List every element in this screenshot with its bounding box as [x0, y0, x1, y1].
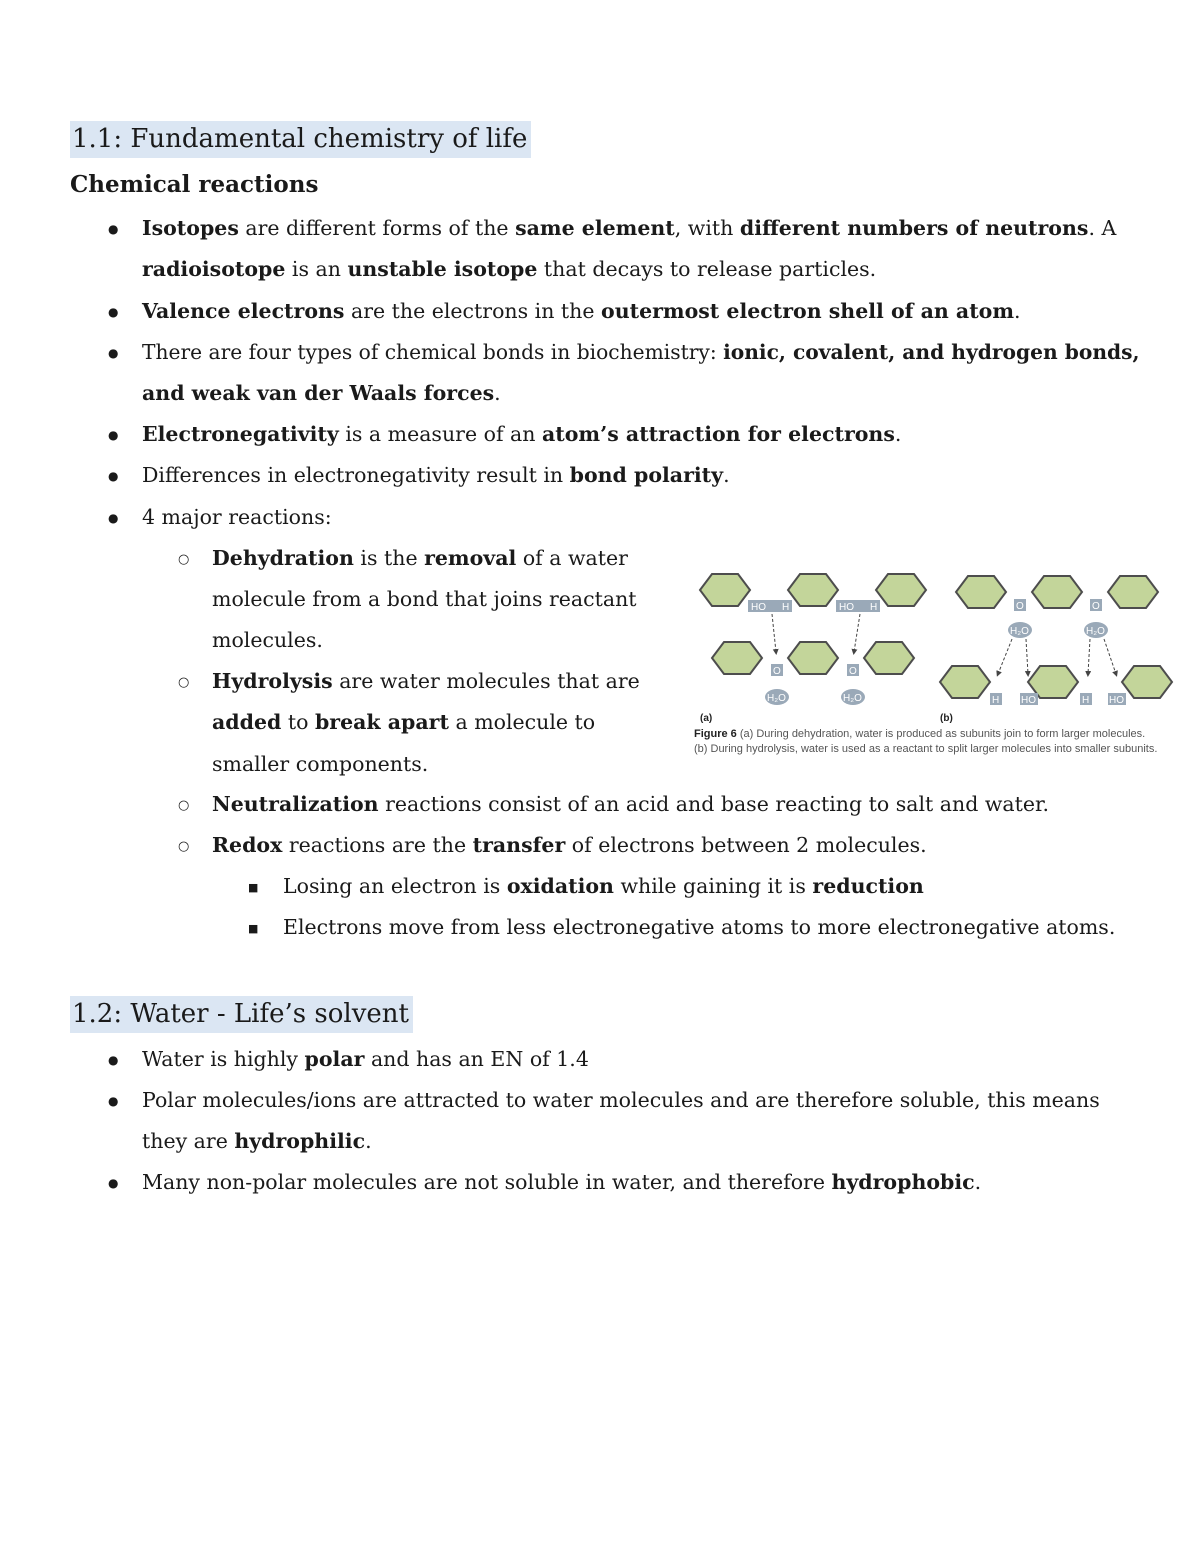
h-label: H: [782, 602, 790, 613]
h-label: H: [992, 695, 1000, 706]
h2o-label: H₂O: [843, 693, 862, 704]
caption-line-1: (a) During dehydration, water is produced as subunits join to form larger molecules.: [736, 728, 1146, 740]
hexagon: [940, 666, 990, 698]
sub-bullet-dehydration-cont: molecule from a bond that joins reactant: [212, 587, 637, 611]
arrow: [772, 614, 776, 652]
bullet-square: [248, 872, 258, 903]
hexagon: [956, 576, 1006, 608]
sub-bullet-hydrolysis-cont: added to break apart a molecule to: [212, 710, 596, 734]
ho-label: HO: [1021, 695, 1036, 706]
caption-line-2: (b) During hydrolysis, water is used as a reactant to split larger molecules into smaller subunits.: [694, 743, 1158, 755]
hexagon: [712, 642, 762, 674]
bullet-disc: [108, 503, 118, 533]
o-label: O: [1016, 601, 1024, 612]
h-label: H: [870, 602, 878, 613]
arrow: [1026, 639, 1028, 674]
bullet-valence: Valence electrons are the electrons in the outermost electron shell of an atom.: [142, 299, 1021, 323]
sub-bullet-hydrolysis: Hydrolysis are water molecules that are: [212, 669, 640, 693]
sub-bullet-hydrolysis-cont: smaller components.: [212, 752, 429, 776]
bullet-isotopes: Isotopes are different forms of the same element, with different numbers of neutrons. A: [142, 216, 1117, 240]
bullet-disc: [108, 1045, 118, 1075]
sub-bullet-dehydration-cont: molecules.: [212, 628, 323, 652]
hexagon: [788, 642, 838, 674]
h2o-label: H₂O: [767, 693, 786, 704]
hexagon-group-b-bottom: [940, 666, 1172, 698]
h2o-label: H₂O: [1086, 626, 1105, 637]
bullet-bond-types: There are four types of chemical bonds in biochemistry: ionic, covalent, and hydrogen bonds,: [142, 340, 1140, 364]
ho-label: HO: [1109, 695, 1124, 706]
hexagon: [1108, 576, 1158, 608]
o-label: O: [1092, 601, 1100, 612]
bullet-circle: [178, 790, 189, 821]
arrow: [1088, 639, 1090, 674]
bullet-non-polar: Many non-polar molecules are not soluble in water, and therefore hydrophobic.: [142, 1170, 982, 1194]
hexagon-group-a-top: [700, 574, 926, 606]
sub-bullet-dehydration: Dehydration is the removal of a water: [212, 546, 628, 570]
caption-figure-label: Figure 6: [694, 728, 737, 740]
subheading-chemical-reactions: Chemical reactions: [70, 171, 319, 198]
dehydration-hydrolysis-figure: [694, 566, 1180, 762]
bullet-square: [248, 913, 258, 944]
hexagon-group-a-bottom: [712, 642, 914, 674]
bullet-disc: [108, 214, 118, 244]
bullet-water-polar: Water is highly polar and has an EN of 1.4: [142, 1047, 589, 1071]
hexagon: [1032, 576, 1082, 608]
bullet-disc: [108, 1086, 118, 1116]
sub-sub-bullet-oxidation: Losing an electron is oxidation while gaining it is reduction: [283, 874, 924, 898]
section-heading-1: 1.1: Fundamental chemistry of life: [70, 121, 531, 158]
hexagon: [788, 574, 838, 606]
bullet-polar-molecules: Polar molecules/ions are attracted to water molecules and are therefore soluble, this means: [142, 1088, 1100, 1112]
bullet-bond-polarity: Differences in electronegativity result in bond polarity.: [142, 463, 730, 487]
hexagon-group-b-top: [956, 576, 1158, 608]
section-heading-2: 1.2: Water - Life’s solvent: [70, 996, 413, 1033]
hexagon: [1122, 666, 1172, 698]
bullet-circle: [178, 831, 189, 862]
arrow: [1104, 639, 1116, 674]
figure-label-b: (b): [940, 713, 953, 724]
bullet-disc: [108, 420, 118, 450]
bullet-disc: [108, 461, 118, 491]
hexagon: [864, 642, 914, 674]
o-label: O: [773, 666, 781, 677]
bullet-major-reactions: 4 major reactions:: [142, 505, 332, 529]
svg-text:Figure 6 (a) During dehydratio: [694, 728, 1145, 740]
figure-diagram: [694, 566, 1180, 762]
bullet-polar-molecules-cont: they are hydrophilic.: [142, 1129, 372, 1153]
sub-bullet-neutralization: Neutralization reactions consist of an acid and base reacting to salt and water.: [212, 792, 1050, 816]
bullet-disc: [108, 1168, 118, 1198]
hexagon: [876, 574, 926, 606]
ho-label: HO: [839, 602, 854, 613]
sub-bullet-redox: Redox reactions are the transfer of electrons between 2 molecules.: [212, 833, 927, 857]
hexagon: [700, 574, 750, 606]
o-label: O: [849, 666, 857, 677]
ho-label: HO: [751, 602, 766, 613]
figure-label-a: (a): [700, 713, 713, 724]
arrow: [854, 614, 860, 652]
bullet-disc: [108, 338, 118, 368]
bullet-disc: [108, 297, 118, 327]
bullet-circle: [178, 667, 189, 698]
bullet-isotopes-cont: radioisotope is an unstable isotope that decays to release particles.: [142, 257, 877, 281]
bullet-bond-types-cont: and weak van der Waals forces.: [142, 381, 501, 405]
h-label: H: [1082, 695, 1090, 706]
arrow: [998, 639, 1012, 674]
sub-sub-bullet-electron-movement: Electrons move from less electronegative atoms to more electronegative atoms.: [283, 915, 1116, 939]
bullet-electronegativity: Electronegativity is a measure of an atom’s attraction for electrons.: [142, 422, 902, 446]
h2o-label: H₂O: [1010, 626, 1029, 637]
bullet-circle: [178, 544, 189, 575]
